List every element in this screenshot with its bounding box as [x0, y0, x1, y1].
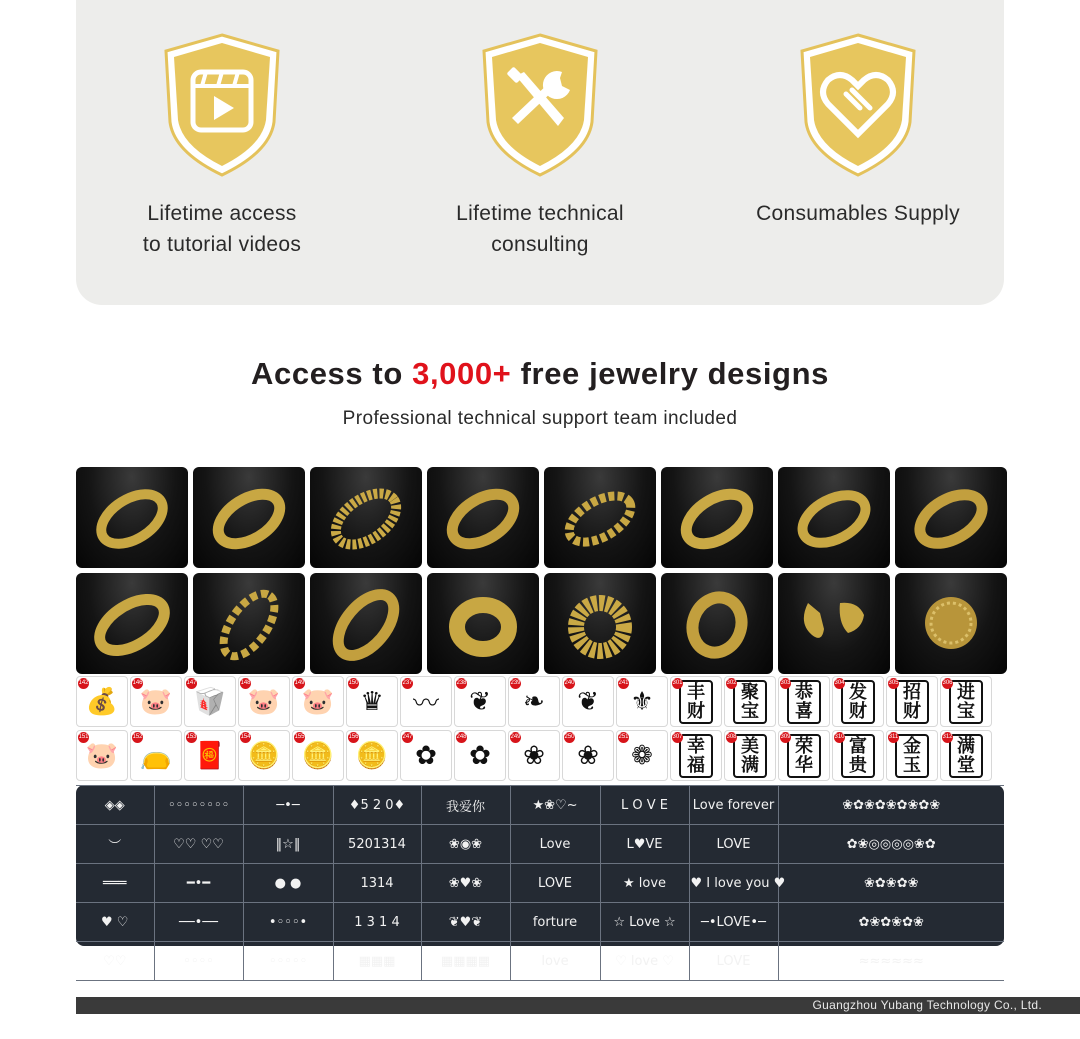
design-icon-tile — [886, 730, 938, 781]
design-icon-tile — [184, 676, 236, 727]
chinese-character-stamp: 富贵 — [841, 734, 875, 778]
design-motif-icon: 🐷 — [247, 686, 281, 717]
tile-number-badge: 239 — [510, 678, 521, 689]
tile-number-badge: 147 — [186, 678, 197, 689]
design-icon-tile — [508, 676, 560, 727]
design-icon-tile — [940, 676, 992, 727]
chinese-character-stamp: 招财 — [895, 680, 929, 724]
design-icon-tile — [562, 730, 614, 781]
pattern-cell: ▦▦▦ — [333, 942, 421, 981]
tile-number-badge: 304 — [834, 678, 845, 689]
pattern-cell: ✿❀◎◎◎◎❀✿ — [778, 825, 1004, 864]
pattern-cell: ❀◉❀ — [421, 825, 510, 864]
design-icon-tile — [724, 676, 776, 727]
pattern-cell: 我爱你 — [421, 786, 510, 825]
ring-image — [895, 467, 1007, 568]
tile-number-badge: 149 — [294, 678, 305, 689]
tile-number-badge: 150 — [348, 678, 359, 689]
pattern-cell: ★ love — [600, 864, 689, 903]
pattern-cell: ≈≈≈≈≈≈ — [778, 942, 1004, 981]
design-icon-tile — [292, 676, 344, 727]
design-icon-tile — [238, 730, 290, 781]
pattern-cell: ❀✿❀✿❀✿❀✿❀ — [778, 786, 1004, 825]
pattern-cell: ‖☆‖ — [243, 825, 333, 864]
design-motif-icon: 👝 — [139, 740, 173, 771]
pattern-cell: L O V E — [600, 786, 689, 825]
tile-number-badge: 238 — [456, 678, 467, 689]
design-icon-tile — [184, 730, 236, 781]
pattern-row — [76, 786, 1004, 825]
design-motif-icon: ❀ — [577, 740, 599, 771]
pattern-cell: love — [510, 942, 600, 981]
design-icon-tile — [76, 730, 128, 781]
design-motif-icon: ♛ — [360, 686, 384, 717]
tools-icon — [478, 32, 602, 178]
features-panel — [76, 0, 1004, 305]
design-motif-icon: 🐷 — [139, 686, 173, 717]
design-motif-icon: 〰 — [412, 689, 439, 719]
icon-design-grid — [76, 676, 1004, 784]
tile-number-badge: 307 — [672, 732, 683, 743]
feature-technical-consulting — [420, 32, 660, 260]
pattern-cell: forture — [510, 903, 600, 942]
pattern-cell: 5201314 — [333, 825, 421, 864]
tile-number-badge: 155 — [294, 732, 305, 743]
pattern-cell: ★❀♡~ — [510, 786, 600, 825]
tile-number-badge: 241 — [618, 678, 629, 689]
ring-image — [778, 467, 890, 568]
design-icon-tile — [130, 730, 182, 781]
design-icon-tile — [76, 676, 128, 727]
pattern-cell: Love forever — [689, 786, 778, 825]
feature-tutorial-videos — [102, 32, 342, 260]
ring-row — [76, 573, 1004, 674]
headline-accent: 3,000+ — [412, 356, 512, 391]
ring-image — [661, 573, 773, 674]
design-icon-tile — [346, 676, 398, 727]
tile-number-badge: 309 — [780, 732, 791, 743]
design-icon-tile — [832, 676, 884, 727]
design-motif-icon: 🐷 — [85, 740, 119, 771]
pattern-cell: ♥ I love you ♥ — [689, 864, 778, 903]
design-icon-tile — [832, 730, 884, 781]
tile-number-badge: 237 — [402, 678, 413, 689]
icon-row — [76, 730, 1004, 781]
footer-bar — [76, 997, 1080, 1014]
chinese-character-stamp: 荣华 — [787, 734, 821, 778]
tile-number-badge: 303 — [780, 678, 791, 689]
pattern-cell: ♦5 2 0♦ — [333, 786, 421, 825]
pattern-cell: ◦◦◦◦◦ — [243, 942, 333, 981]
design-motif-icon: ❦ — [577, 686, 599, 717]
chinese-character-stamp: 幸福 — [679, 734, 713, 778]
pattern-cell: LOVE — [689, 942, 778, 981]
pattern-cell: 1314 — [333, 864, 421, 903]
design-motif-icon: 🥡 — [193, 686, 227, 717]
pattern-cell: ︶ — [76, 825, 154, 864]
tile-number-badge: 312 — [942, 732, 953, 743]
pattern-cell: ♥ ♡ — [76, 903, 154, 942]
ring-gallery — [76, 467, 1004, 679]
tile-number-badge: 311 — [888, 732, 899, 743]
pattern-cell: ❀♥❀ — [421, 864, 510, 903]
pattern-cell: ☆ Love ☆ — [600, 903, 689, 942]
pattern-cell: LOVE — [689, 825, 778, 864]
tile-number-badge: 310 — [834, 732, 845, 743]
ring-image — [661, 467, 773, 568]
icon-row — [76, 676, 1004, 727]
tile-number-badge: 301 — [672, 678, 683, 689]
design-motif-icon: 🪙 — [247, 740, 281, 771]
tile-number-badge: 251 — [618, 732, 629, 743]
design-motif-icon: ❀ — [523, 740, 545, 771]
tile-number-badge: 247 — [402, 732, 413, 743]
design-icon-tile — [454, 730, 506, 781]
pattern-cell: ❀✿❀✿❀ — [778, 864, 1004, 903]
ring-image — [895, 573, 1007, 674]
design-icon-tile — [886, 676, 938, 727]
ring-image — [778, 573, 890, 674]
pattern-cell: ━•━ — [154, 864, 243, 903]
design-motif-icon: ⚜ — [630, 686, 654, 717]
pattern-cell: ❦♥❦ — [421, 903, 510, 942]
chinese-character-stamp: 美满 — [733, 734, 767, 778]
ring-image — [427, 573, 539, 674]
pattern-cell: ♡♡ — [76, 942, 154, 981]
tile-number-badge: 152 — [132, 732, 143, 743]
pattern-row — [76, 864, 1004, 903]
tile-number-badge: 153 — [186, 732, 197, 743]
ring-image — [76, 467, 188, 568]
tile-number-badge: 306 — [942, 678, 953, 689]
tile-number-badge: 249 — [510, 732, 521, 743]
pattern-row — [76, 903, 1004, 942]
pattern-cell: ✿❀✿❀✿❀ — [778, 903, 1004, 942]
ring-image — [427, 467, 539, 568]
design-motif-icon: ✿ — [469, 740, 491, 771]
design-icon-tile — [130, 676, 182, 727]
tile-number-badge: 146 — [132, 678, 143, 689]
pattern-cell: ● ● — [243, 864, 333, 903]
tile-number-badge: 250 — [564, 732, 575, 743]
pattern-cell: ◈◈ — [76, 786, 154, 825]
tile-number-badge: 156 — [348, 732, 359, 743]
design-motif-icon: 💰 — [85, 686, 119, 717]
design-icon-tile — [616, 676, 668, 727]
ring-image — [76, 573, 188, 674]
ring-image — [310, 467, 422, 568]
design-icon-tile — [238, 676, 290, 727]
ring-image — [310, 573, 422, 674]
feature-label: Lifetime access to tutorial videos — [142, 202, 302, 256]
tile-number-badge: 248 — [456, 732, 467, 743]
pattern-cell: ♡ love ♡ — [600, 942, 689, 981]
tile-number-badge: 302 — [726, 678, 737, 689]
pattern-cell: ─•LOVE•─ — [689, 903, 778, 942]
chinese-character-stamp: 进宝 — [949, 680, 983, 724]
feature-consumables-supply — [738, 32, 978, 229]
tile-number-badge: 305 — [888, 678, 899, 689]
design-icon-tile — [400, 676, 452, 727]
pattern-cell: ◦◦◦◦ — [154, 942, 243, 981]
design-icon-tile — [940, 730, 992, 781]
ring-image — [193, 573, 305, 674]
chinese-character-stamp: 丰财 — [679, 680, 713, 724]
ring-image — [544, 573, 656, 674]
chinese-character-stamp: 满堂 — [949, 734, 983, 778]
design-icon-tile — [616, 730, 668, 781]
design-icon-tile — [346, 730, 398, 781]
pattern-grid — [76, 785, 1004, 981]
design-motif-icon: ❦ — [469, 686, 491, 717]
pattern-row — [76, 942, 1004, 981]
pattern-cell: Love — [510, 825, 600, 864]
design-icon-tile — [670, 676, 722, 727]
pattern-row — [76, 825, 1004, 864]
pattern-cell: ◦◦◦◦◦◦◦◦ — [154, 786, 243, 825]
design-motif-icon: ❧ — [523, 686, 545, 717]
tile-number-badge: 308 — [726, 732, 737, 743]
design-motif-icon: ❁ — [631, 740, 653, 771]
pattern-cell: LOVE — [510, 864, 600, 903]
tile-number-badge: 240 — [564, 678, 575, 689]
headline-after: free jewelry designs — [511, 356, 829, 391]
feature-label: Consumables Supply — [756, 202, 960, 225]
design-icon-tile — [778, 730, 830, 781]
design-motif-icon: 🧧 — [193, 740, 227, 771]
design-icon-tile — [724, 730, 776, 781]
design-icon-tile — [508, 730, 560, 781]
design-motif-icon: ✿ — [415, 740, 437, 771]
pattern-cell: ═══ — [76, 864, 154, 903]
design-motif-icon: 🪙 — [355, 740, 389, 771]
headline-before: Access to — [251, 356, 413, 391]
handshake-icon — [796, 32, 920, 178]
tile-number-badge: 154 — [240, 732, 251, 743]
design-motif-icon: 🐷 — [301, 686, 335, 717]
pattern-cell: ──•── — [154, 903, 243, 942]
pattern-cell: ─•─ — [243, 786, 333, 825]
design-icon-tile — [670, 730, 722, 781]
chinese-character-stamp: 金玉 — [895, 734, 929, 778]
tile-number-badge: 148 — [240, 678, 251, 689]
design-icon-tile — [454, 676, 506, 727]
design-icon-tile — [400, 730, 452, 781]
tile-number-badge: 151 — [78, 732, 89, 743]
page-subtitle: Professional technical support team included — [342, 408, 738, 429]
feature-label: Lifetime technical consulting — [456, 202, 624, 256]
video-icon — [160, 32, 284, 178]
pattern-cell: ▦▦▦▦ — [421, 942, 510, 981]
ring-row — [76, 467, 1004, 568]
ring-image — [544, 467, 656, 568]
pattern-cell: 1 3 1 4 — [333, 903, 421, 942]
chinese-character-stamp: 恭喜 — [787, 680, 821, 724]
ring-image — [193, 467, 305, 568]
chinese-character-stamp: 发财 — [841, 680, 875, 724]
design-motif-icon: 🪙 — [301, 740, 335, 771]
page-title — [0, 356, 1080, 392]
design-icon-tile — [292, 730, 344, 781]
chinese-character-stamp: 聚宝 — [733, 680, 767, 724]
design-icon-tile — [778, 676, 830, 727]
company-name: Guangzhou Yubang Technology Co., Ltd. — [812, 998, 1042, 1012]
pattern-table — [76, 785, 1004, 969]
pattern-cell: L♥VE — [600, 825, 689, 864]
design-icon-tile — [562, 676, 614, 727]
tile-number-badge: 142 — [78, 678, 89, 689]
pattern-cell: ♡♡ ♡♡ — [154, 825, 243, 864]
pattern-cell: •◦◦◦• — [243, 903, 333, 942]
